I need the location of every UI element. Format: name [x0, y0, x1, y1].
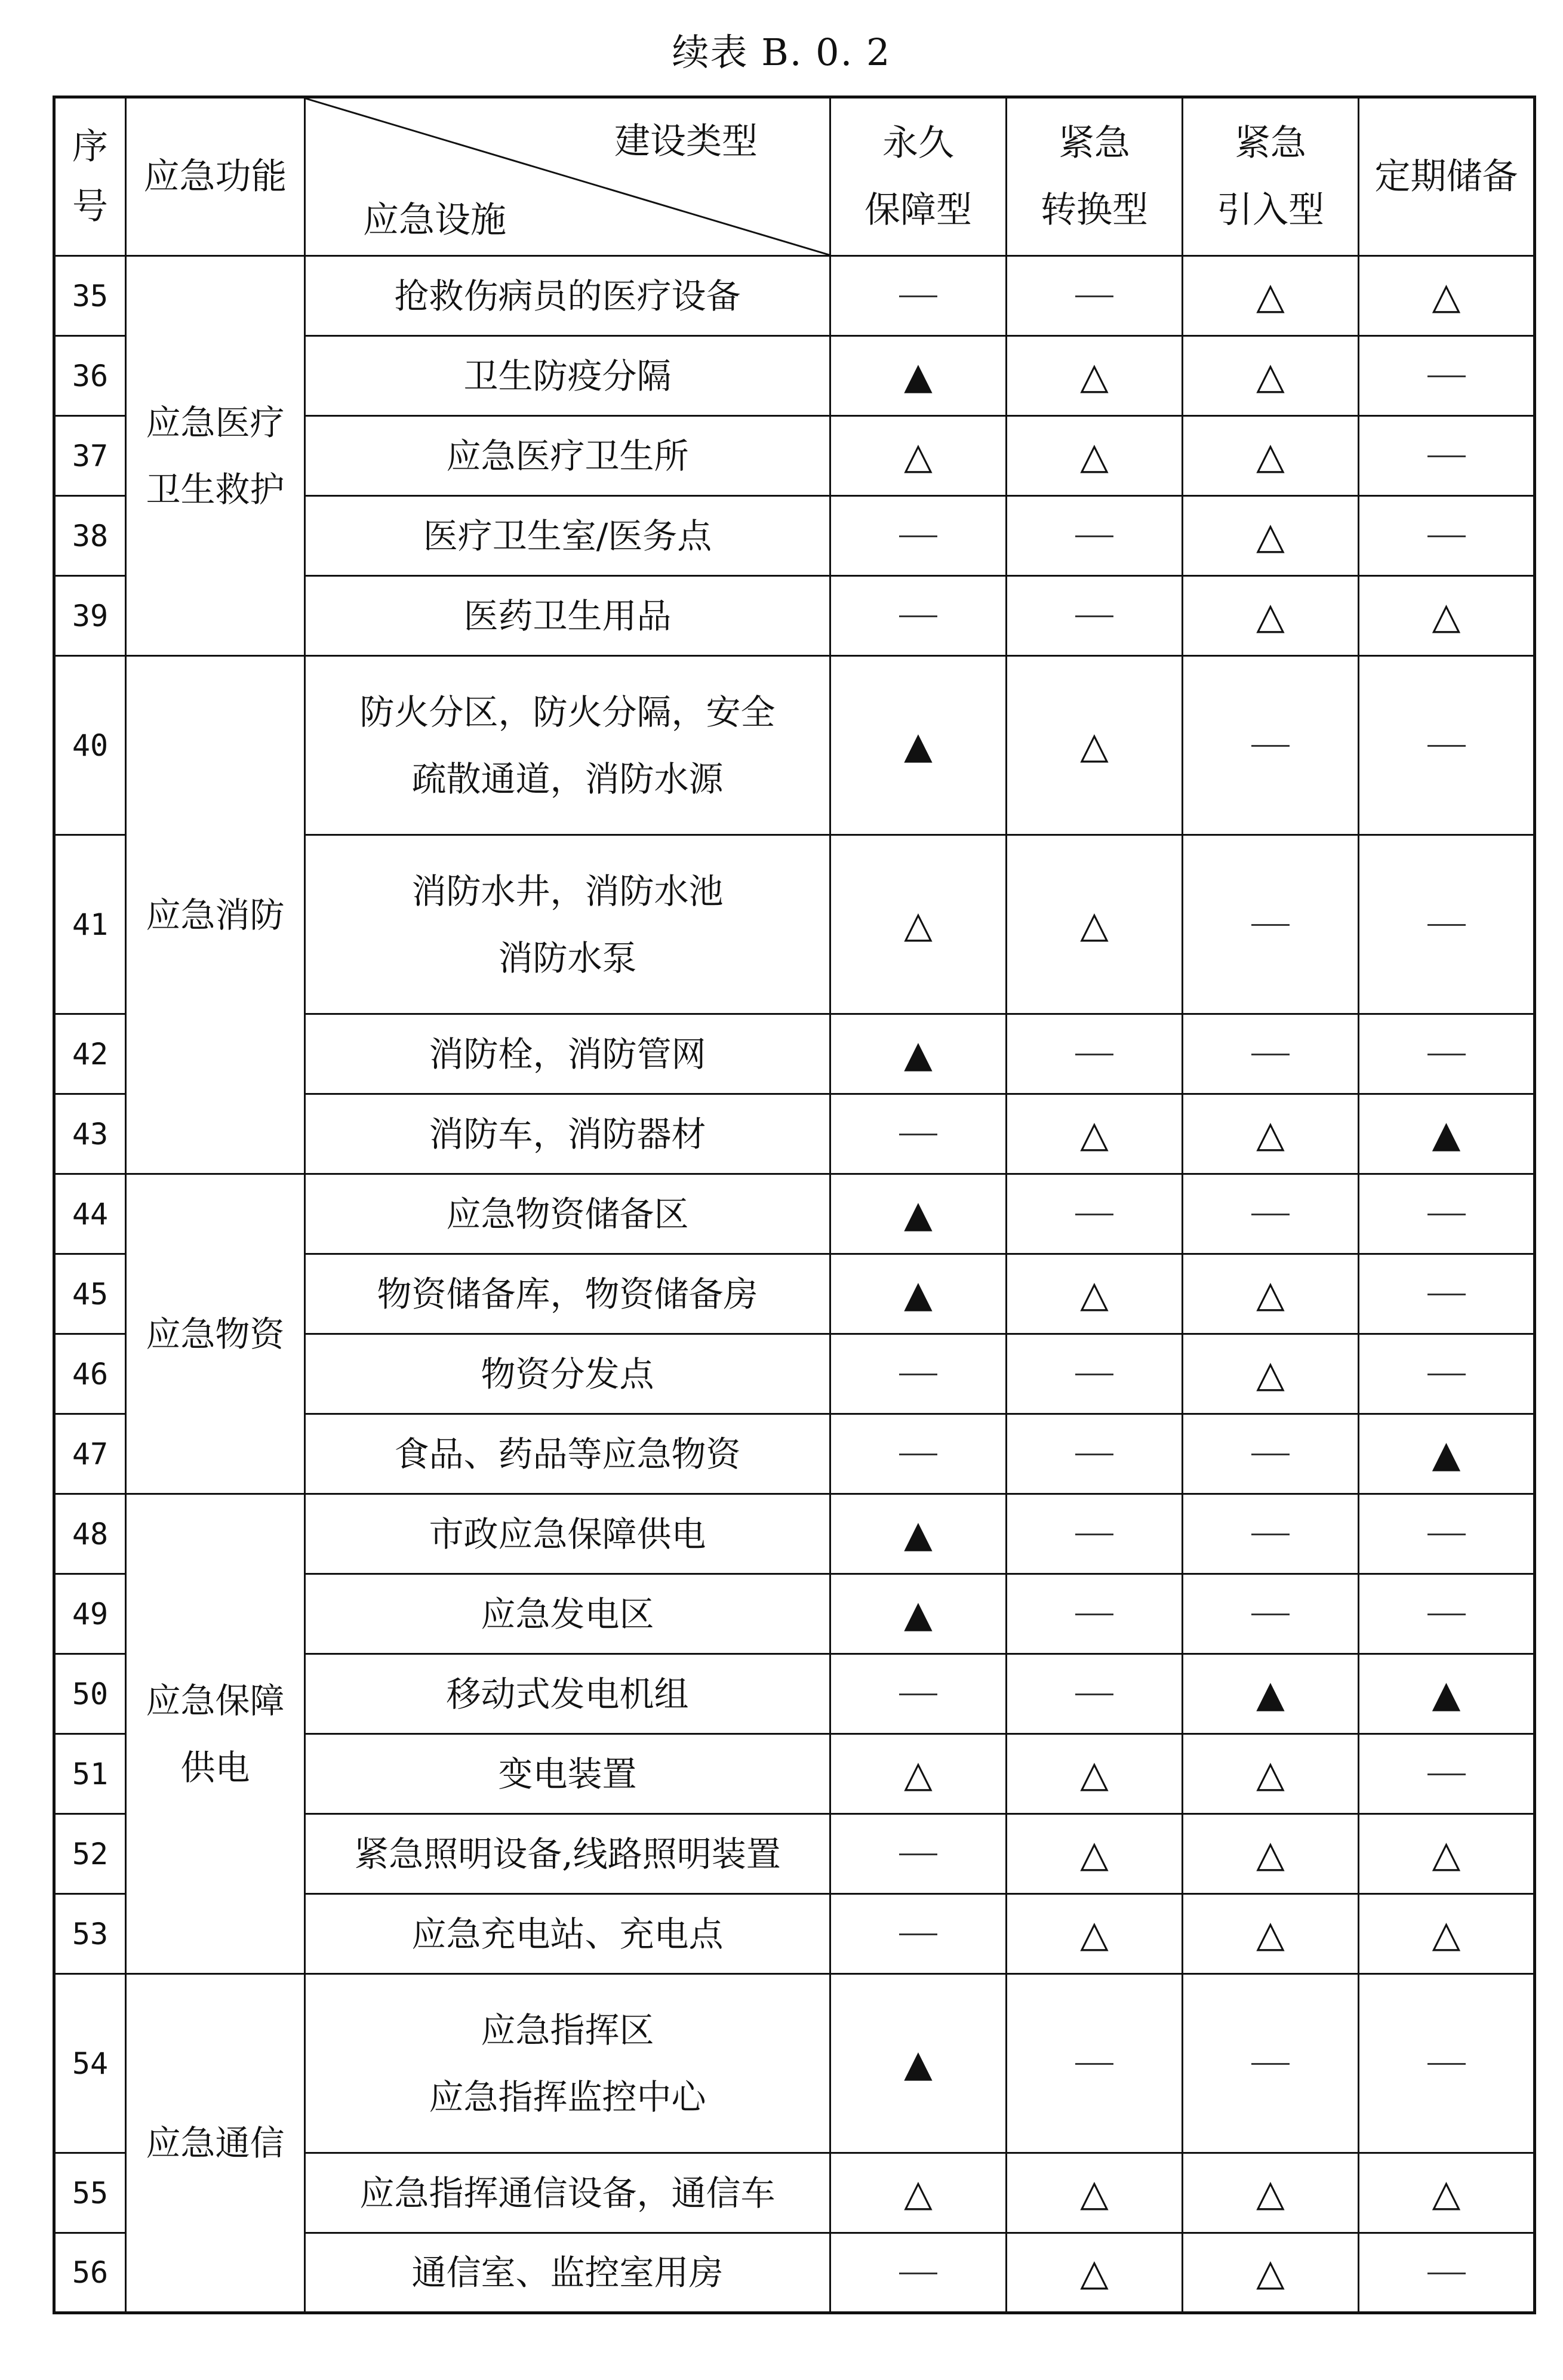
- mark-cell: [1007, 1894, 1183, 1974]
- function-label: 卫生救护: [146, 469, 285, 510]
- facility-cell: [305, 1894, 830, 1974]
- mark-cell: [1007, 416, 1183, 496]
- open-triangle-icon: △: [1256, 1831, 1285, 1876]
- dash-mark: [1251, 1614, 1290, 1615]
- mark-cell: [1359, 1094, 1535, 1174]
- mark-cell: [1183, 656, 1359, 835]
- mark-cell: [1183, 416, 1359, 496]
- header-type-label: 建设类型: [614, 121, 758, 162]
- row-number: 45: [54, 1254, 126, 1334]
- header-type-emergency-conversion: 紧急 转换型: [1007, 97, 1183, 256]
- function-label: 应急保障: [146, 1680, 285, 1721]
- header-type-emergency-introduction: 紧急 引入型: [1183, 97, 1359, 256]
- mark-cell: [830, 416, 1007, 496]
- facility-cell: [305, 416, 830, 496]
- open-triangle-icon: △: [1256, 1271, 1285, 1316]
- mark-cell: [830, 1014, 1007, 1094]
- facility-cell: [305, 1734, 830, 1814]
- row-number: 54: [54, 1974, 126, 2153]
- open-triangle-icon: △: [1080, 1911, 1109, 1956]
- dash-mark: [1075, 535, 1113, 537]
- mark-cell: [1359, 336, 1535, 416]
- header-function: 应急功能: [126, 97, 305, 256]
- filled-triangle-icon: ▲: [904, 353, 933, 398]
- facility-label: 应急指挥区: [481, 2009, 654, 2050]
- dash-mark: [1251, 924, 1290, 926]
- mark-cell: [1183, 1974, 1359, 2153]
- mark-cell: [1359, 1974, 1535, 2153]
- facility-label: 消防水泵: [498, 937, 637, 978]
- row-number: 50: [54, 1654, 126, 1734]
- mark-cell: [830, 1334, 1007, 1414]
- facility-cell: [305, 2233, 830, 2313]
- open-triangle-icon: △: [1080, 1751, 1109, 1796]
- dash-mark: [1427, 1294, 1466, 1295]
- emergency-function-cell: [126, 1974, 305, 2313]
- facility-label: 疏散通道，消防水源: [411, 758, 724, 799]
- dash-mark: [899, 2273, 937, 2274]
- facility-label: 消防栓，消防管网: [429, 1033, 706, 1074]
- facility-cell: [305, 2153, 830, 2233]
- facility-cell: [305, 1094, 830, 1174]
- filled-triangle-icon: ▲: [1432, 1112, 1461, 1156]
- row-number: 35: [54, 256, 126, 336]
- mark-cell: [830, 336, 1007, 416]
- header-type-periodic-reserve: 定期储备: [1359, 97, 1535, 256]
- dash-mark: [899, 1454, 937, 1455]
- facility-cell: [305, 336, 830, 416]
- open-triangle-icon: △: [1080, 433, 1109, 478]
- dash-mark: [1427, 375, 1466, 377]
- facility-label: 紧急照明设备,线路照明装置: [354, 1833, 781, 1874]
- filled-triangle-icon: ▲: [904, 723, 933, 767]
- dash-mark: [1251, 1454, 1290, 1455]
- facility-label: 医药卫生用品: [463, 595, 672, 636]
- mark-cell: [830, 1094, 1007, 1174]
- mark-cell: [1359, 1894, 1535, 1974]
- dash-mark: [1251, 1534, 1290, 1535]
- dash-mark: [1075, 1534, 1113, 1535]
- open-triangle-icon: △: [1432, 273, 1461, 318]
- mark-cell: [1007, 1414, 1183, 1494]
- mark-cell: [1007, 256, 1183, 336]
- row-number: 52: [54, 1814, 126, 1894]
- open-triangle-icon: △: [1256, 353, 1285, 398]
- mark-cell: [1183, 2153, 1359, 2233]
- row-number: 42: [54, 1014, 126, 1094]
- mark-cell: [1359, 2153, 1535, 2233]
- mark-cell: [830, 1574, 1007, 1654]
- facility-cell: [305, 1654, 830, 1734]
- mark-cell: [1007, 1014, 1183, 1094]
- mark-cell: [830, 1894, 1007, 1974]
- row-number: 44: [54, 1174, 126, 1254]
- header-no: 序 号: [54, 97, 126, 256]
- dash-mark: [1427, 1534, 1466, 1535]
- row-number: 41: [54, 835, 126, 1014]
- dash-mark: [899, 1134, 937, 1135]
- mark-cell: [1183, 1334, 1359, 1414]
- mark-cell: [1183, 1254, 1359, 1334]
- facility-label: 应急医疗卫生所: [446, 435, 689, 476]
- facility-label: 物资储备库，物资储备房: [377, 1273, 758, 1314]
- dash-mark: [1075, 1214, 1113, 1215]
- open-triangle-icon: △: [1080, 902, 1109, 946]
- dash-mark: [1075, 1374, 1113, 1375]
- open-triangle-icon: △: [1080, 1271, 1109, 1316]
- dash-mark: [1427, 1614, 1466, 1615]
- dash-mark: [899, 1853, 937, 1855]
- mark-cell: [830, 1494, 1007, 1574]
- row-number: 43: [54, 1094, 126, 1174]
- mark-cell: [1359, 1494, 1535, 1574]
- mark-cell: [1183, 496, 1359, 576]
- emergency-facility-table: [53, 96, 1536, 2314]
- dash-mark: [899, 1694, 937, 1695]
- mark-cell: [830, 256, 1007, 336]
- open-triangle-icon: △: [1432, 1831, 1461, 1876]
- dash-mark: [1427, 535, 1466, 537]
- mark-cell: [830, 1174, 1007, 1254]
- open-triangle-icon: △: [1256, 1911, 1285, 1956]
- mark-cell: [1183, 835, 1359, 1014]
- emergency-function-cell: [126, 256, 305, 656]
- facility-cell: [305, 256, 830, 336]
- mark-cell: [1007, 1334, 1183, 1414]
- facility-cell: [305, 576, 830, 656]
- dash-mark: [899, 1933, 937, 1935]
- open-triangle-icon: △: [1432, 593, 1461, 638]
- function-label: 应急物资: [146, 1313, 285, 1354]
- dash-mark: [1427, 745, 1466, 747]
- mark-cell: [1359, 2233, 1535, 2313]
- open-triangle-icon: △: [1080, 353, 1109, 398]
- table-row: [54, 256, 1535, 336]
- mark-cell: [830, 656, 1007, 835]
- dash-mark: [1075, 1054, 1113, 1055]
- mark-cell: [1183, 1574, 1359, 1654]
- header-diagonal-cell: [305, 97, 830, 256]
- mark-cell: [1359, 1734, 1535, 1814]
- open-triangle-icon: △: [1432, 2170, 1461, 2215]
- open-triangle-icon: △: [1256, 273, 1285, 318]
- facility-label: 通信室、监控室用房: [411, 2252, 724, 2293]
- header-type-permanent: 永久 保障型: [830, 97, 1007, 256]
- facility-label: 抢救伤病员的医疗设备: [394, 275, 741, 316]
- mark-cell: [1183, 576, 1359, 656]
- open-triangle-icon: △: [1080, 2170, 1109, 2215]
- mark-cell: [1007, 336, 1183, 416]
- row-number: 46: [54, 1334, 126, 1414]
- facility-label: 应急指挥监控中心: [429, 2076, 706, 2117]
- row-number: 40: [54, 656, 126, 835]
- filled-triangle-icon: ▲: [904, 1191, 933, 1236]
- mark-cell: [1359, 1414, 1535, 1494]
- open-triangle-icon: △: [1080, 1831, 1109, 1876]
- mark-cell: [1007, 496, 1183, 576]
- facility-cell: [305, 1974, 830, 2153]
- mark-cell: [830, 1734, 1007, 1814]
- dash-mark: [1427, 455, 1466, 457]
- open-triangle-icon: △: [1256, 593, 1285, 638]
- mark-cell: [1183, 1734, 1359, 1814]
- mark-cell: [1007, 1734, 1183, 1814]
- dash-mark: [899, 295, 937, 297]
- dash-mark: [1427, 1774, 1466, 1775]
- mark-cell: [1007, 576, 1183, 656]
- open-triangle-icon: △: [1432, 1911, 1461, 1956]
- function-label: 应急消防: [146, 894, 285, 935]
- emergency-function-cell: [126, 1174, 305, 1494]
- facility-label: 卫生防疫分隔: [463, 355, 672, 396]
- open-triangle-icon: △: [1256, 1751, 1285, 1796]
- filled-triangle-icon: ▲: [1432, 1431, 1461, 1476]
- open-triangle-icon: △: [1080, 2250, 1109, 2294]
- facility-label: 应急物资储备区: [446, 1193, 689, 1234]
- facility-label: 应急发电区: [481, 1593, 654, 1634]
- mark-cell: [1007, 656, 1183, 835]
- mark-cell: [830, 2233, 1007, 2313]
- facility-cell: [305, 1174, 830, 1254]
- mark-cell: [1359, 656, 1535, 835]
- open-triangle-icon: △: [904, 1751, 933, 1796]
- row-number: 56: [54, 2233, 126, 2313]
- mark-cell: [830, 835, 1007, 1014]
- facility-label: 市政应急保障供电: [429, 1513, 706, 1554]
- mark-cell: [1359, 1174, 1535, 1254]
- dash-mark: [1427, 1054, 1466, 1055]
- emergency-function-cell: [126, 1494, 305, 1974]
- dash-mark: [899, 615, 937, 617]
- facility-cell: [305, 1574, 830, 1654]
- mark-cell: [830, 1814, 1007, 1894]
- mark-cell: [1359, 576, 1535, 656]
- dash-mark: [899, 535, 937, 537]
- dash-mark: [1075, 615, 1113, 617]
- mark-cell: [1007, 2153, 1183, 2233]
- mark-cell: [830, 496, 1007, 576]
- dash-mark: [1075, 1694, 1113, 1695]
- mark-cell: [830, 576, 1007, 656]
- dash-mark: [1075, 1614, 1113, 1615]
- mark-cell: [1007, 1974, 1183, 2153]
- facility-cell: [305, 1014, 830, 1094]
- filled-triangle-icon: ▲: [1432, 1671, 1461, 1716]
- filled-triangle-icon: ▲: [904, 1271, 933, 1316]
- facility-cell: [305, 1334, 830, 1414]
- mark-cell: [1183, 1014, 1359, 1094]
- mark-cell: [1183, 256, 1359, 336]
- mark-cell: [830, 1654, 1007, 1734]
- dash-mark: [1075, 295, 1113, 297]
- row-number: 51: [54, 1734, 126, 1814]
- function-label: 供电: [180, 1747, 250, 1788]
- dash-mark: [1251, 1054, 1290, 1055]
- row-number: 37: [54, 416, 126, 496]
- row-number: 47: [54, 1414, 126, 1494]
- mark-cell: [1183, 1094, 1359, 1174]
- function-label: 应急医疗: [146, 402, 285, 443]
- mark-cell: [1183, 1654, 1359, 1734]
- open-triangle-icon: △: [904, 2170, 933, 2215]
- mark-cell: [1183, 1894, 1359, 1974]
- mark-cell: [1183, 1814, 1359, 1894]
- open-triangle-icon: △: [1256, 513, 1285, 558]
- facility-label: 移动式发电机组: [446, 1673, 689, 1714]
- dash-mark: [1427, 2273, 1466, 2274]
- mark-cell: [1359, 1014, 1535, 1094]
- dash-mark: [1427, 924, 1466, 926]
- table-row: [54, 1494, 1535, 1574]
- open-triangle-icon: △: [1256, 2170, 1285, 2215]
- open-triangle-icon: △: [904, 433, 933, 478]
- facility-cell: [305, 496, 830, 576]
- facility-cell: [305, 656, 830, 835]
- facility-label: 消防车，消防器材: [429, 1113, 706, 1154]
- row-number: 48: [54, 1494, 126, 1574]
- open-triangle-icon: △: [1080, 1112, 1109, 1156]
- function-label: 应急通信: [146, 2123, 285, 2163]
- row-number: 49: [54, 1574, 126, 1654]
- filled-triangle-icon: ▲: [904, 1511, 933, 1556]
- facility-cell: [305, 1814, 830, 1894]
- open-triangle-icon: △: [1080, 723, 1109, 767]
- mark-cell: [1359, 1654, 1535, 1734]
- mark-cell: [830, 1974, 1007, 2153]
- mark-cell: [1007, 1094, 1183, 1174]
- open-triangle-icon: △: [1256, 433, 1285, 478]
- mark-cell: [1359, 256, 1535, 336]
- open-triangle-icon: △: [1256, 2250, 1285, 2294]
- mark-cell: [1007, 835, 1183, 1014]
- facility-label: 食品、药品等应急物资: [394, 1433, 741, 1474]
- emergency-function-cell: [126, 656, 305, 1174]
- mark-cell: [1183, 336, 1359, 416]
- dash-mark: [899, 1374, 937, 1375]
- dash-mark: [1251, 745, 1290, 747]
- mark-cell: [1183, 1414, 1359, 1494]
- mark-cell: [1007, 1654, 1183, 1734]
- dash-mark: [1427, 1374, 1466, 1375]
- facility-label: 变电装置: [498, 1753, 637, 1794]
- row-number: 55: [54, 2153, 126, 2233]
- dash-mark: [1075, 2063, 1113, 2065]
- mark-cell: [1183, 1174, 1359, 1254]
- mark-cell: [830, 2153, 1007, 2233]
- row-number: 36: [54, 336, 126, 416]
- facility-cell: [305, 835, 830, 1014]
- mark-cell: [830, 1254, 1007, 1334]
- row-number: 38: [54, 496, 126, 576]
- open-triangle-icon: △: [904, 902, 933, 946]
- filled-triangle-icon: ▲: [904, 2041, 933, 2085]
- facility-label: 防火分区，防火分隔，安全: [359, 691, 776, 732]
- mark-cell: [1007, 1574, 1183, 1654]
- row-number: 39: [54, 576, 126, 656]
- open-triangle-icon: △: [1256, 1112, 1285, 1156]
- mark-cell: [1359, 1334, 1535, 1414]
- facility-label: 物资分发点: [481, 1353, 654, 1394]
- mark-cell: [1359, 1254, 1535, 1334]
- dash-mark: [1075, 1454, 1113, 1455]
- header-row: [54, 97, 1535, 256]
- dash-mark: [1251, 1214, 1290, 1215]
- filled-triangle-icon: ▲: [1256, 1671, 1285, 1716]
- open-triangle-icon: △: [1256, 1351, 1285, 1396]
- facility-label: 应急充电站、充电点: [411, 1913, 724, 1954]
- mark-cell: [1359, 416, 1535, 496]
- table-row: [54, 1974, 1535, 2153]
- facility-label: 应急指挥通信设备，通信车: [359, 2172, 776, 2213]
- mark-cell: [1007, 1254, 1183, 1334]
- facility-label: 医疗卫生室/医务点: [423, 515, 712, 556]
- mark-cell: [1007, 2233, 1183, 2313]
- facility-cell: [305, 1254, 830, 1334]
- row-number: 53: [54, 1894, 126, 1974]
- mark-cell: [1007, 1494, 1183, 1574]
- table-row: [54, 1174, 1535, 1254]
- dash-mark: [1427, 1214, 1466, 1215]
- filled-triangle-icon: ▲: [904, 1032, 933, 1076]
- mark-cell: [1183, 1494, 1359, 1574]
- mark-cell: [1359, 496, 1535, 576]
- mark-cell: [1359, 1814, 1535, 1894]
- facility-cell: [305, 1494, 830, 1574]
- mark-cell: [1359, 835, 1535, 1014]
- mark-cell: [1007, 1814, 1183, 1894]
- header-facility-label: 应急设施: [363, 199, 506, 241]
- mark-cell: [1183, 2233, 1359, 2313]
- dash-mark: [1427, 2063, 1466, 2065]
- filled-triangle-icon: ▲: [904, 1591, 933, 1636]
- facility-cell: [305, 1414, 830, 1494]
- facility-label: 消防水井，消防水池: [411, 870, 724, 912]
- table-row: [54, 656, 1535, 835]
- table-caption: 续表 B. 0. 2: [672, 30, 891, 74]
- mark-cell: [1359, 1574, 1535, 1654]
- mark-cell: [1007, 1174, 1183, 1254]
- dash-mark: [1251, 2063, 1290, 2065]
- mark-cell: [830, 1414, 1007, 1494]
